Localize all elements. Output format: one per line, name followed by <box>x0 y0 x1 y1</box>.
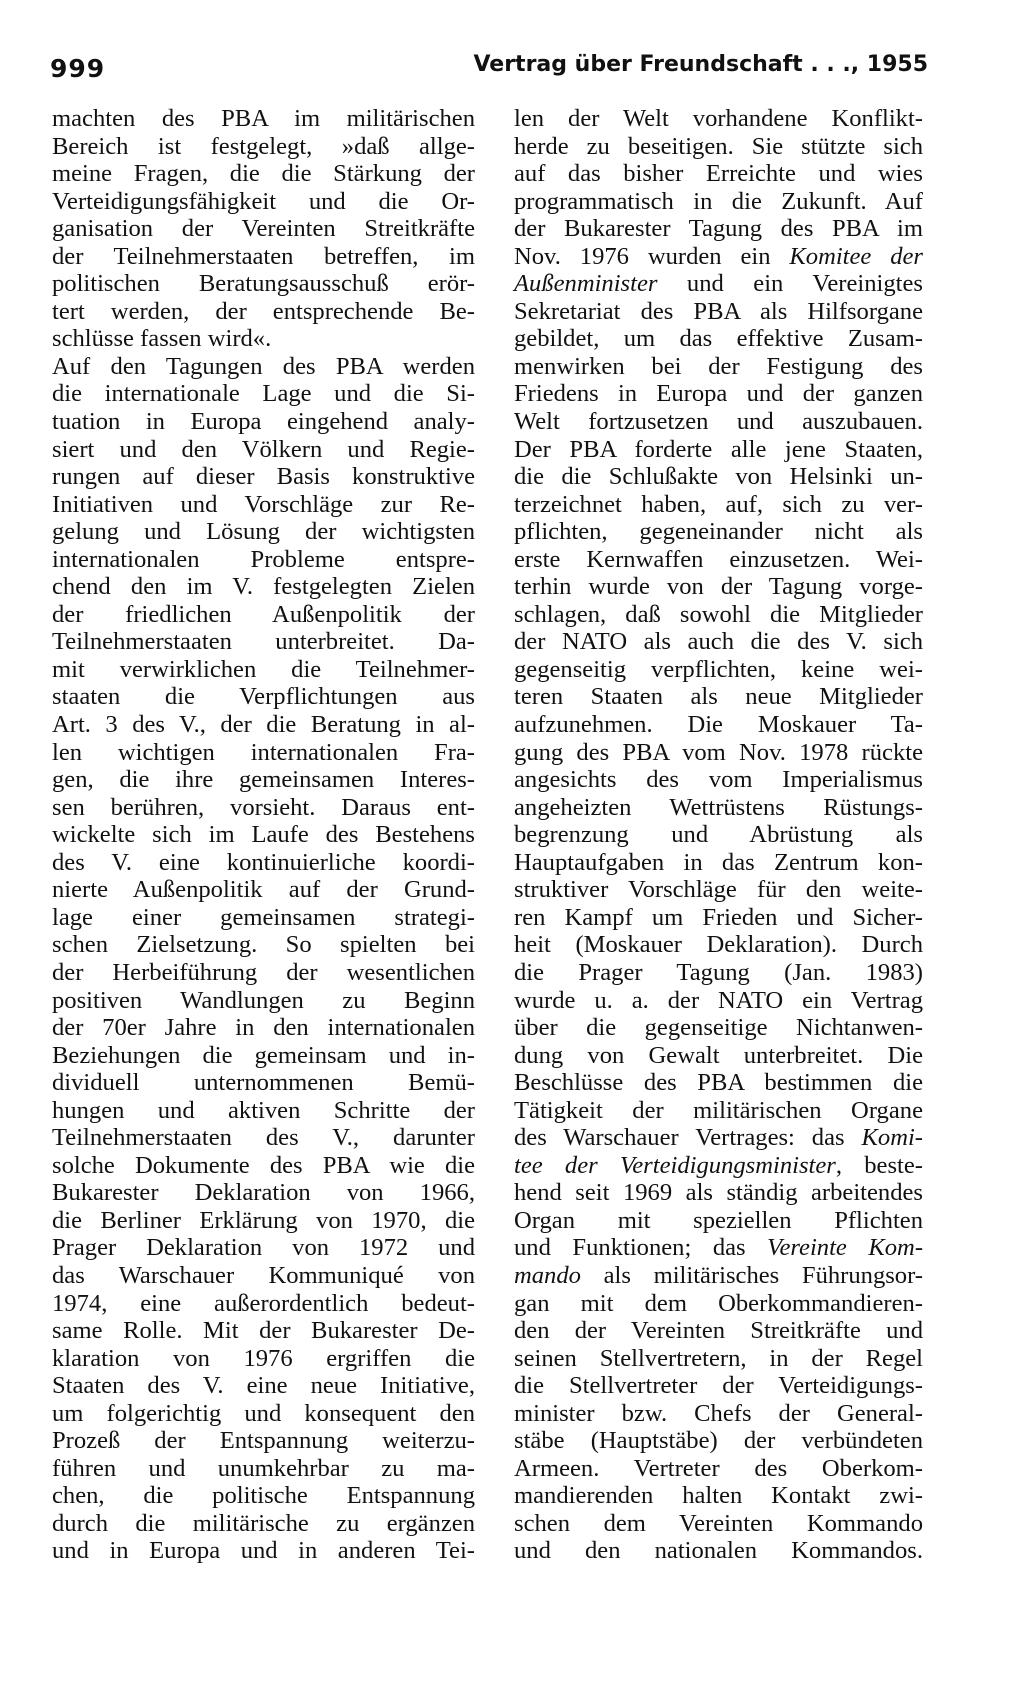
text-line <box>514 1207 923 1235</box>
text-segment: 1974, eine außerordentlich bedeut- <box>52 1289 475 1317</box>
text-line <box>52 1290 475 1318</box>
italic-term: Komitee der <box>789 242 923 270</box>
text-segment: gung des PBA vom Nov. 1978 rückte <box>514 738 923 766</box>
text-segment: der Bukarester Tagung des PBA im <box>514 215 923 243</box>
text-segment: die Berliner Erklärung von 1970, die <box>52 1206 475 1234</box>
text-segment: Prozeß der Entspannung weiterzu- <box>52 1427 475 1455</box>
text-segment: nierte Außenpolitik auf der Grund- <box>52 876 475 904</box>
text-segment: Beziehungen die gemeinsam und in- <box>52 1041 475 1069</box>
text-segment: das Warschauer Kommuniqué von <box>52 1261 475 1289</box>
text-line <box>52 1042 475 1070</box>
text-line <box>52 794 475 822</box>
italic-term: Außenminister <box>514 270 658 298</box>
text-line <box>52 1345 475 1373</box>
text-line <box>52 1014 475 1042</box>
text-segment: len der Welt vorhandene Konflikt- <box>514 105 923 132</box>
text-segment: Art. 3 des V., der die Beratung in al- <box>52 711 475 739</box>
text-line <box>52 656 475 684</box>
text-segment: teren Staaten als neue Mitglieder <box>514 683 923 711</box>
text-segment: mit verwirklichen die Teilnehmer- <box>52 655 475 683</box>
text-line <box>514 133 923 161</box>
text-segment: Hauptaufgaben in das Zentrum kon- <box>514 848 923 876</box>
text-line <box>514 1427 923 1455</box>
text-line <box>514 987 923 1015</box>
text-segment: begrenzung und Abrüstung als <box>514 821 923 849</box>
text-line <box>52 987 475 1015</box>
text-line <box>514 573 923 601</box>
text-segment: hend seit 1969 als ständig arbeitendes <box>514 1179 923 1207</box>
text-line <box>514 1262 923 1290</box>
text-line <box>52 601 475 629</box>
text-segment: des Warschauer Vertrages: das <box>514 1124 862 1152</box>
text-segment: den der Vereinten Streitkräfte und <box>514 1317 923 1345</box>
text-line <box>514 463 923 491</box>
text-segment: und Funktionen; das <box>514 1234 768 1262</box>
text-line <box>514 904 923 932</box>
text-line <box>514 766 923 794</box>
text-segment: Bukarester Deklaration von 1966, <box>52 1179 475 1207</box>
text-line <box>52 959 475 987</box>
text-line <box>52 766 475 794</box>
text-line <box>514 325 923 353</box>
italic-term: mando <box>514 1261 581 1289</box>
text-segment: als militärisches Führungsor- <box>580 1261 923 1289</box>
text-segment: machten des PBA im militärischen <box>52 105 475 132</box>
text-segment: Teilnehmerstaaten des V., darunter <box>52 1124 475 1152</box>
text-line <box>514 408 923 436</box>
text-line <box>52 298 475 326</box>
text-segment: gen, die ihre gemeinsamen Interes- <box>52 766 475 794</box>
text-line <box>514 270 923 298</box>
text-segment: ren Kampf um Frieden und Sicher- <box>514 903 923 931</box>
text-line <box>514 628 923 656</box>
text-segment: um folgerichtig und konsequent den <box>52 1399 475 1427</box>
text-segment: klaration von 1976 ergriffen die <box>52 1344 475 1372</box>
text-line <box>52 849 475 877</box>
text-line <box>514 1290 923 1318</box>
text-segment: chend den im V. festgelegten Zielen <box>52 573 475 601</box>
text-segment: die die Schlußakte von Helsinki un- <box>514 463 923 491</box>
text-segment: Friedens in Europa und der ganzen <box>514 380 923 408</box>
text-segment: durch die militärische zu ergänzen <box>52 1509 475 1537</box>
text-segment: angesichts des vom Imperialismus <box>514 766 923 794</box>
text-line <box>514 1455 923 1483</box>
text-line <box>52 491 475 519</box>
text-line <box>52 1234 475 1262</box>
text-line <box>514 353 923 381</box>
text-line <box>52 1262 475 1290</box>
text-line <box>52 408 475 436</box>
text-segment: angeheizten Wettrüstens Rüstungs- <box>514 793 923 821</box>
text-segment: schen Zielsetzung. So spielten bei <box>52 931 475 959</box>
text-line <box>514 546 923 574</box>
page-number: 999 <box>50 54 106 83</box>
text-line <box>52 711 475 739</box>
text-segment: terzeichnet haben, auf, sich zu ver- <box>514 490 923 518</box>
text-segment: der 70er Jahre in den internationalen <box>52 1014 475 1042</box>
text-line <box>52 160 475 188</box>
text-segment: same Rolle. Mit der Bukarester De- <box>52 1317 475 1345</box>
text-line <box>52 1097 475 1125</box>
text-line <box>52 1400 475 1428</box>
text-line <box>52 739 475 767</box>
text-line <box>514 491 923 519</box>
text-line <box>514 105 923 133</box>
text-line <box>52 1207 475 1235</box>
text-line <box>52 1537 475 1565</box>
text-segment: , beste- <box>835 1151 923 1179</box>
text-segment: und den nationalen Kommandos. <box>514 1537 923 1565</box>
text-segment: Organ mit speziellen Pflichten <box>514 1206 923 1234</box>
text-line <box>52 353 475 381</box>
text-segment: tert werden, der entsprechende Be- <box>52 297 475 325</box>
text-line <box>52 215 475 243</box>
text-segment: programmatisch in die Zukunft. Auf <box>514 187 923 215</box>
italic-term: Vereinte Kom- <box>767 1234 924 1262</box>
text-line <box>52 380 475 408</box>
text-column-left <box>52 105 475 1565</box>
text-line <box>52 904 475 932</box>
text-line <box>514 1400 923 1428</box>
text-line <box>514 931 923 959</box>
text-line <box>514 188 923 216</box>
text-segment: aufzunehmen. Die Moskauer Ta- <box>514 711 923 739</box>
text-segment: hungen und aktiven Schritte der <box>52 1096 475 1124</box>
text-segment: Bereich ist festgelegt, »daß allge- <box>52 132 475 160</box>
text-line <box>514 711 923 739</box>
text-segment: über die gegenseitige Nichtanwen- <box>514 1014 923 1042</box>
text-line <box>514 739 923 767</box>
text-segment: tuation in Europa eingehend analy- <box>52 408 475 436</box>
text-segment: des V. eine kontinuierliche koordi- <box>52 848 475 876</box>
text-segment: und in Europa und in anderen Tei- <box>52 1537 475 1565</box>
text-segment: heit (Moskauer Deklaration). Durch <box>514 931 923 959</box>
text-segment: Welt fortzusetzen und auszubauen. <box>514 408 923 436</box>
text-segment: stäbe (Hauptstäbe) der verbündeten <box>514 1427 923 1455</box>
text-line <box>52 546 475 574</box>
text-segment: die Stellvertreter der Verteidigungs- <box>514 1372 923 1400</box>
text-column-right <box>514 105 923 1565</box>
text-line <box>514 1097 923 1125</box>
text-line <box>52 821 475 849</box>
text-line <box>514 683 923 711</box>
text-line <box>514 160 923 188</box>
text-segment: mandierenden halten Kontakt zwi- <box>514 1482 923 1510</box>
text-line <box>52 436 475 464</box>
text-line <box>514 436 923 464</box>
text-line <box>52 1482 475 1510</box>
text-line <box>514 1537 923 1565</box>
text-segment: Sekretariat des PBA als Hilfsorgane <box>514 297 923 325</box>
text-line <box>52 133 475 161</box>
text-line <box>52 1152 475 1180</box>
running-head: Vertrag über Freundschaft . . ., 1955 <box>473 52 928 77</box>
text-line <box>52 518 475 546</box>
text-line <box>514 1317 923 1345</box>
text-segment: ganisation der Vereinten Streitkräfte <box>52 215 475 243</box>
text-segment: solche Dokumente des PBA wie die <box>52 1151 475 1179</box>
text-line <box>514 821 923 849</box>
text-line <box>52 573 475 601</box>
text-segment: dung von Gewalt unterbreitet. Die <box>514 1041 923 1069</box>
text-segment: sen berühren, vorsieht. Daraus ent- <box>52 793 475 821</box>
text-segment: herde zu beseitigen. Sie stützte sich <box>514 132 923 160</box>
text-line <box>52 876 475 904</box>
text-line <box>514 518 923 546</box>
text-segment: gelung und Lösung der wichtigsten <box>52 518 475 546</box>
text-segment: wickelte sich im Laufe des Bestehens <box>52 821 475 849</box>
text-segment: Nov. 1976 wurden ein <box>514 242 790 270</box>
text-line <box>52 628 475 656</box>
text-line <box>514 1179 923 1207</box>
text-segment: meine Fragen, die die Stärkung der <box>52 160 475 188</box>
text-line <box>52 1455 475 1483</box>
text-segment: struktiver Vorschläge für den weite- <box>514 876 923 904</box>
text-segment: Prager Deklaration von 1972 und <box>52 1234 475 1262</box>
text-segment: Der PBA forderte alle jene Staaten, <box>514 435 923 463</box>
text-line <box>514 1042 923 1070</box>
text-line <box>514 876 923 904</box>
text-segment: schlüsse fassen wird«. <box>52 325 272 353</box>
text-segment: terhin wurde von der Tagung vorge- <box>514 573 923 601</box>
text-line <box>514 794 923 822</box>
text-segment: der Teilnehmerstaaten betreffen, im <box>52 242 475 270</box>
text-line <box>52 1124 475 1152</box>
text-line <box>52 1179 475 1207</box>
text-line <box>514 1069 923 1097</box>
text-line <box>514 1482 923 1510</box>
text-segment: der friedlichen Außenpolitik der <box>52 600 475 628</box>
text-segment: rungen auf dieser Basis konstruktive <box>52 463 475 491</box>
text-segment: der Herbeiführung der wesentlichen <box>52 958 475 986</box>
text-line <box>52 1510 475 1538</box>
text-segment: Auf den Tagungen des PBA werden <box>52 352 475 380</box>
text-segment: chen, die politische Entspannung <box>52 1482 475 1510</box>
text-segment: die Prager Tagung (Jan. 1983) <box>514 958 923 986</box>
text-line <box>514 1372 923 1400</box>
text-segment: Verteidigungsfähigkeit und die Or- <box>52 187 475 215</box>
text-segment: gan mit dem Oberkommandieren- <box>514 1289 923 1317</box>
text-line <box>52 931 475 959</box>
text-segment: auf das bisher Erreichte und wies <box>514 160 923 188</box>
text-segment: führen und unumkehrbar zu ma- <box>52 1454 475 1482</box>
text-segment: der NATO als auch die des V. sich <box>514 628 923 656</box>
text-line <box>52 325 475 353</box>
text-line <box>52 683 475 711</box>
text-line <box>514 1510 923 1538</box>
text-line <box>514 959 923 987</box>
text-segment: Staaten des V. eine neue Initiative, <box>52 1372 475 1400</box>
text-line <box>52 1069 475 1097</box>
text-segment: internationalen Probleme entspre- <box>52 545 475 573</box>
text-line <box>52 105 475 133</box>
text-segment: Tätigkeit der militärischen Organe <box>514 1096 923 1124</box>
text-line <box>514 243 923 271</box>
text-segment: Beschlüsse des PBA bestimmen die <box>514 1069 923 1097</box>
text-line <box>52 1317 475 1345</box>
text-segment: seinen Stellvertretern, in der Regel <box>514 1344 923 1372</box>
text-line <box>52 1372 475 1400</box>
text-segment: lage einer gemeinsamen strategi- <box>52 903 475 931</box>
text-segment: positiven Wandlungen zu Beginn <box>52 986 475 1014</box>
text-segment: wurde u. a. der NATO ein Vertrag <box>514 986 923 1014</box>
text-segment: die internationale Lage und die Si- <box>52 380 475 408</box>
text-segment: staaten die Verpflichtungen aus <box>52 683 475 711</box>
text-line <box>514 1152 923 1180</box>
text-segment: schlagen, daß sowohl die Mitglieder <box>514 600 923 628</box>
text-segment: schen dem Vereinten Kommando <box>514 1509 923 1537</box>
text-line <box>52 243 475 271</box>
text-segment: und ein Vereinigtes <box>657 270 923 298</box>
text-line <box>514 656 923 684</box>
text-line <box>52 188 475 216</box>
italic-term: tee der Verteidigungsminister <box>514 1151 836 1179</box>
text-line <box>52 1427 475 1455</box>
text-segment: gebildet, um das effektive Zusam- <box>514 325 923 353</box>
text-line <box>514 1345 923 1373</box>
text-line <box>514 849 923 877</box>
text-segment: politischen Beratungsausschuß erör- <box>52 270 475 298</box>
text-segment: gegenseitig verpflichten, keine wei- <box>514 655 923 683</box>
text-line <box>514 298 923 326</box>
text-segment: siert und den Völkern und Regie- <box>52 435 475 463</box>
text-line <box>52 270 475 298</box>
italic-term: Komi- <box>861 1124 923 1152</box>
text-segment: Initiativen und Vorschläge zur Re- <box>52 490 475 518</box>
text-segment: Teilnehmerstaaten unterbreitet. Da- <box>52 628 475 656</box>
text-line <box>52 463 475 491</box>
text-line <box>514 380 923 408</box>
text-line <box>514 1124 923 1152</box>
text-segment: pflichten, gegeneinander nicht als <box>514 518 923 546</box>
text-segment: minister bzw. Chefs der General- <box>514 1399 923 1427</box>
text-segment: Armeen. Vertreter des Oberkom- <box>514 1454 923 1482</box>
text-segment: menwirken bei der Festigung des <box>514 352 923 380</box>
text-line <box>514 601 923 629</box>
text-line <box>514 215 923 243</box>
text-segment: dividuell unternommenen Bemü- <box>52 1069 475 1097</box>
text-segment: erste Kernwaffen einzusetzen. Wei- <box>514 545 923 573</box>
text-line <box>514 1234 923 1262</box>
text-line <box>514 1014 923 1042</box>
text-segment: len wichtigen internationalen Fra- <box>52 738 475 766</box>
